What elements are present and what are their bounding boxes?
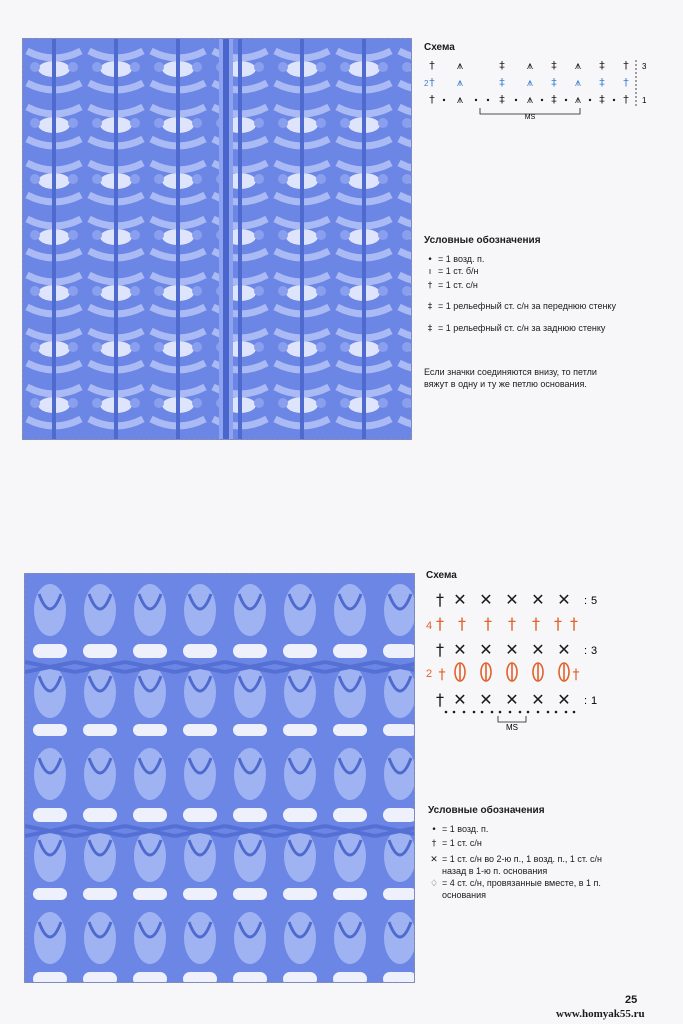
svg-text::: :: [584, 595, 588, 607]
svg-text:⩚: ⩚: [456, 59, 464, 72]
svg-text:†: †: [429, 59, 435, 72]
front-post-dc-icon: ‡: [427, 302, 433, 312]
svg-text:†: †: [436, 590, 444, 609]
stitch-photo-2: [24, 573, 415, 983]
svg-text::: :: [584, 645, 588, 657]
legend-item: † = 1 ст. с/н: [424, 280, 478, 292]
svg-text:⩚: ⩚: [456, 76, 464, 89]
svg-text:⩚: ⩚: [526, 76, 534, 89]
svg-text:†: †: [532, 614, 540, 633]
svg-text:†: †: [458, 614, 466, 633]
svg-text:✕: ✕: [557, 640, 571, 659]
svg-text:✕: ✕: [479, 640, 493, 659]
svg-text::: :: [584, 695, 588, 707]
svg-text:✕: ✕: [531, 640, 545, 659]
svg-text:✕: ✕: [505, 690, 519, 709]
cluster-icon: ♢: [429, 879, 439, 889]
legend-item: ♢ = 4 ст. с/н, провязанные вместе, в 1 п. основания: [429, 878, 601, 900]
svg-text:✕: ✕: [505, 590, 519, 609]
svg-text:†: †: [572, 667, 580, 683]
row-number-5: 5: [591, 595, 598, 607]
svg-text:✕: ✕: [505, 640, 519, 659]
page-number: 25: [625, 994, 638, 1006]
row-number-4: 4: [426, 620, 433, 632]
svg-text:†: †: [554, 614, 562, 633]
v-stitch-texture: [23, 39, 411, 439]
legend-item: ı = 1 ст. б/н: [424, 266, 479, 278]
svg-text:†: †: [484, 614, 492, 633]
svg-text:✕: ✕: [531, 590, 545, 609]
svg-text:✕: ✕: [453, 640, 467, 659]
double-crochet-icon: †: [427, 281, 433, 291]
svg-text:‡: ‡: [599, 93, 605, 106]
svg-text:‡: ‡: [599, 59, 605, 72]
crochet-chart-2: [424, 584, 614, 734]
row-number-2: 2: [424, 79, 429, 88]
svg-text:‡: ‡: [551, 59, 557, 72]
cluster-stitch-texture: [25, 574, 414, 982]
svg-text:‡: ‡: [551, 76, 557, 89]
svg-text:†: †: [623, 76, 629, 89]
svg-text:‡: ‡: [599, 76, 605, 89]
legend-item: • = 1 возд. п.: [424, 254, 484, 266]
svg-text:‡: ‡: [499, 59, 505, 72]
svg-text:‡: ‡: [499, 93, 505, 106]
svg-text:†: †: [508, 614, 516, 633]
svg-text:†: †: [623, 93, 629, 106]
svg-text:⩚: ⩚: [526, 59, 534, 72]
svg-text:✕: ✕: [479, 590, 493, 609]
row-number-1: 1: [642, 96, 647, 105]
chain-dot-icon: •: [431, 825, 437, 835]
row-number-2: 2: [426, 668, 433, 680]
row-number-3: 3: [591, 645, 598, 657]
row-number-3: 3: [642, 62, 647, 71]
svg-text:†: †: [429, 93, 435, 106]
svg-text:⩚: ⩚: [574, 59, 582, 72]
legend-title-2: Условные обозначения: [428, 805, 545, 816]
svg-text:✕: ✕: [557, 690, 571, 709]
svg-text:✕: ✕: [453, 690, 467, 709]
legend-item: ‡ = 1 рельефный ст. с/н за заднюю стенку: [424, 323, 605, 335]
legend-item: † = 1 ст. с/н: [428, 838, 482, 850]
stitch-photo-1: [22, 38, 412, 440]
crochet-chart-1: [420, 56, 645, 120]
legend-item: • = 1 возд. п.: [428, 824, 488, 836]
svg-text:✕: ✕: [557, 590, 571, 609]
legend-title-1: Условные обозначения: [424, 235, 541, 246]
schema-title-2: Схема: [426, 570, 457, 581]
svg-text:⩚: ⩚: [526, 93, 534, 106]
chain-dot-icon: •: [427, 255, 433, 265]
svg-text:⩚: ⩚: [574, 93, 582, 106]
double-crochet-icon: †: [431, 839, 437, 849]
svg-text:†: †: [436, 640, 444, 659]
svg-text:✕: ✕: [479, 690, 493, 709]
back-post-dc-icon: ‡: [427, 324, 433, 334]
svg-text:†: †: [438, 667, 446, 683]
svg-text:‡: ‡: [551, 93, 557, 106]
crossed-dc-icon: ✕: [430, 855, 438, 865]
svg-text:⩚: ⩚: [456, 93, 464, 106]
legend-item: ✕ = 1 ст. с/н во 2-ю п., 1 возд. п., 1 ст. с/н назад в 1-ю п. основания: [428, 854, 602, 877]
repeat-label-1: MS: [524, 114, 536, 121]
note-text: Если значки соединяются внизу, то петли вяжут в одну и ту же петлю основания.: [424, 367, 597, 389]
single-crochet-icon: ı: [428, 267, 432, 277]
svg-text:†: †: [436, 690, 444, 709]
svg-text:†: †: [623, 59, 629, 72]
legend-item: ‡ = 1 рельефный ст. с/н за переднюю стенку: [424, 301, 616, 313]
site-watermark: www.homyak55.ru: [556, 1008, 645, 1020]
svg-text:✕: ✕: [453, 590, 467, 609]
svg-text:⩚: ⩚: [574, 76, 582, 89]
svg-text:✕: ✕: [531, 690, 545, 709]
repeat-label-2: MS: [506, 723, 518, 732]
schema-title-1: Схема: [424, 42, 455, 53]
svg-text:‡: ‡: [499, 76, 505, 89]
row-number-1: 1: [591, 695, 598, 707]
svg-text:†: †: [436, 614, 444, 633]
svg-text:†: †: [570, 614, 578, 633]
svg-text:†: †: [429, 76, 435, 89]
